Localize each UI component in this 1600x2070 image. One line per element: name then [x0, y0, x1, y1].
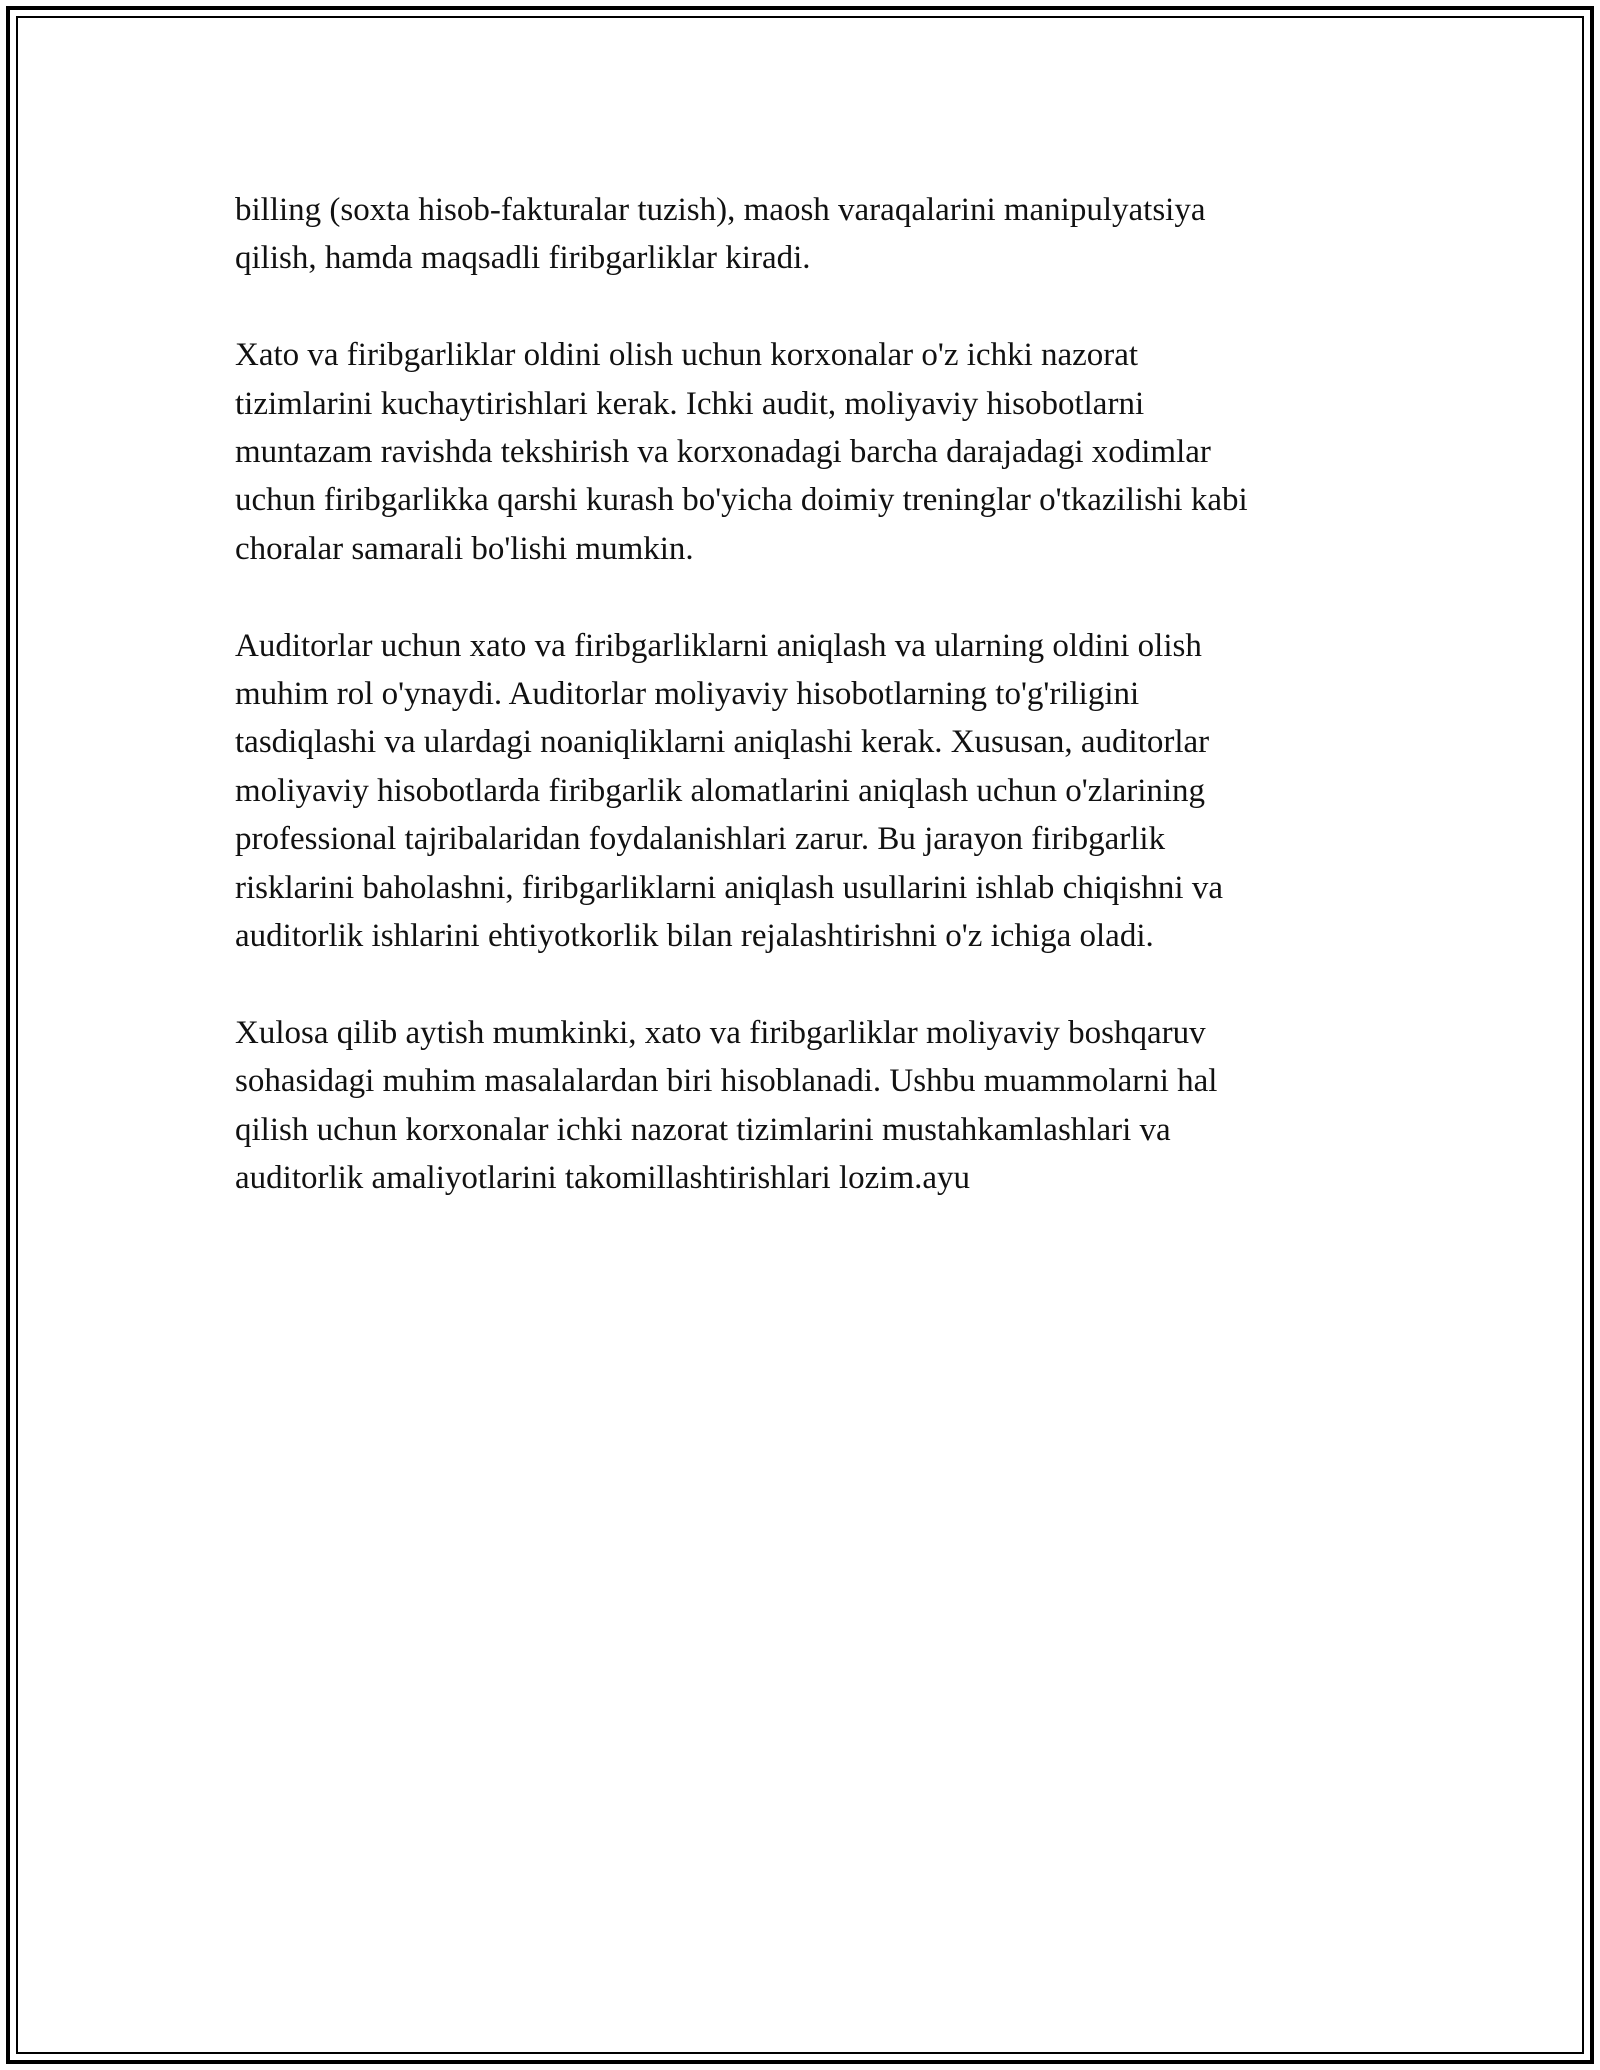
text-line: tizimlarini kuchaytirishlari kerak. Ichki audit, moliyaviy hisobotlarni [235, 385, 1145, 422]
text-line: moliyaviy hisobotlarda firibgarlik alomatlarini aniqlash uchun o'zlarining [235, 772, 1206, 809]
text-line: Xulosa qilib aytish mumkinki, xato va firibgarliklar moliyaviy boshqaruv [235, 1014, 1206, 1051]
text-line: sohasidagi muhim masalalardan biri hisoblanadi. Ushbu muammolarni hal [235, 1063, 1218, 1100]
text-line: uchun firibgarlikka qarshi kurash bo'yicha doimiy treninglar o'tkazilishi kabi [235, 482, 1248, 519]
text-line: Xato va firibgarliklar oldini olish uchun korxonalar o'z ichki nazorat [235, 337, 1139, 374]
text-line: auditorlik amaliyotlarini takomillashtirishlari lozim.ayu [235, 1160, 971, 1197]
paragraph-3 [235, 622, 1375, 961]
text-line: muntazam ravishda tekshirish va korxonadagi barcha darajadagi xodimlar [235, 434, 1211, 471]
text-line: tasdiqlashi va ulardagi noaniqliklarni aniqlashi kerak. Xususan, auditorlar [235, 724, 1210, 761]
text-line: choralar samarali bo'lishi mumkin. [235, 530, 694, 567]
text-line: qilish uchun korxonalar ichki nazorat tizimlarini mustahkamlashlari va [235, 1111, 1171, 1148]
document-body [235, 186, 1375, 1251]
text-line: professional tajribalaridan foydalanishlari zarur. Bu jarayon firibgarlik [235, 821, 1166, 858]
paragraph-1 [235, 186, 1375, 283]
text-line: muhim rol o'ynaydi. Auditorlar moliyaviy hisobotlarning to'g'riligini [235, 676, 1140, 713]
text-line: risklarini baholashni, firibgarliklarni aniqlash usullarini ishlab chiqishni va [235, 869, 1223, 906]
text-line: billing (soxta hisob-fakturalar tuzish), maosh varaqalarini manipulyatsiya [235, 192, 1206, 228]
text-line: auditorlik ishlarini ehtiyotkorlik bilan rejalashtirishni o'z ichiga oladi. [235, 918, 1154, 955]
paragraph-2 [235, 331, 1375, 573]
text-line: Auditorlar uchun xato va firibgarliklarni aniqlash va ularning oldini olish [235, 627, 1202, 664]
paragraph-4 [235, 1009, 1375, 1203]
text-line: qilish, hamda maqsadli firibgarliklar kiradi. [235, 240, 811, 277]
